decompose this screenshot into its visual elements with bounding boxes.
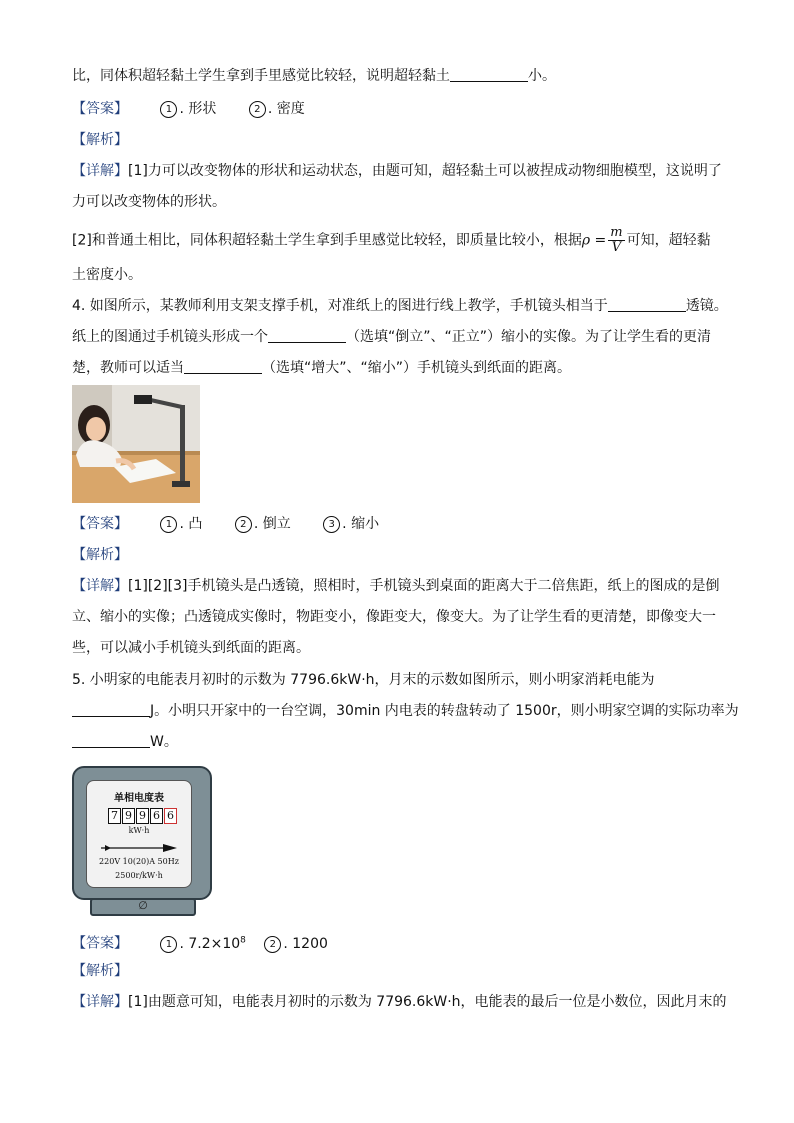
meter-panel	[86, 780, 192, 888]
answer-text: 形状	[188, 101, 217, 117]
fraction-denominator: V	[611, 240, 622, 255]
text: （选填“增大”、“缩小”）手机镜头到纸面的距离。	[262, 360, 572, 376]
question-line	[72, 358, 571, 378]
text: [2]和普通土相比，同体积超轻黏土学生拿到手里感觉比较轻，即质量比较小，根据	[72, 232, 582, 249]
text-line	[72, 607, 716, 627]
text-line	[72, 638, 310, 658]
text: 立、缩小的实像；凸透镜成实像时，物距变小，像距变大，像变大。为了让学生看的更清楚，即像变大一	[72, 609, 716, 625]
text-line	[72, 66, 556, 86]
answer-blank	[450, 67, 528, 82]
teacher-photo	[72, 385, 200, 503]
answer-label: 【答案】	[72, 935, 128, 952]
exponent: 8	[240, 935, 246, 945]
teacher-photo-illustration	[72, 385, 200, 503]
answer-option: 1 . $7.2\times 10^8$	[160, 936, 245, 952]
answer-text: 倒立	[262, 516, 291, 532]
formula-rho: ρ =	[581, 232, 607, 249]
answer-text: 密度	[276, 101, 305, 117]
circled-number: 1	[160, 936, 177, 953]
text: W。	[150, 734, 178, 750]
detail-line	[72, 992, 727, 1012]
meter-spec: 220V 10(20)A 50Hz	[99, 857, 179, 866]
meter-digit: 9	[136, 808, 149, 824]
text: 比，同体积超轻黏土学生拿到手里感觉比较轻，说明超轻黏土	[72, 68, 450, 84]
question-line	[72, 327, 711, 347]
question-line	[72, 670, 655, 690]
formula-fraction	[608, 226, 624, 255]
meter-digit: 6	[150, 808, 163, 824]
electricity-meter	[72, 766, 210, 916]
answer-blank	[608, 297, 686, 312]
circled-number: 2	[249, 101, 266, 118]
answer-option: 3 . 缩小	[323, 516, 379, 532]
answer-blank	[268, 328, 346, 343]
fraction-numerator: m	[610, 225, 623, 240]
empty-set-icon: ∅	[138, 899, 148, 912]
answer-option: 1 . 凸	[160, 516, 202, 532]
detail-line	[72, 576, 720, 596]
text: 透镜。	[685, 298, 728, 314]
text: 小。	[528, 68, 556, 84]
detail-label: 【详解】	[72, 578, 128, 594]
circled-number: 2	[235, 516, 252, 533]
meter-spec: 2500r/kW·h	[115, 871, 163, 880]
analysis-line	[72, 130, 128, 150]
meter-unit: kW·h	[128, 826, 150, 835]
text: 些，可以减小手机镜头到纸面的距离。	[72, 640, 310, 656]
analysis-line	[72, 961, 128, 981]
circled-number: 1	[160, 101, 177, 118]
answer-text: 7.2×10	[188, 935, 241, 952]
text: 5. 小明家的电能表月初时的示数为 7796.6kW·h，月末的示数如图所示，则小明家消耗电能为	[72, 672, 655, 688]
answer-line	[72, 930, 328, 954]
answer-option: 2 . 1200	[264, 936, 328, 952]
meter-digits	[108, 808, 178, 824]
detail-label: 【详解】	[72, 163, 128, 179]
meter-decimal-digit: 6	[164, 808, 177, 824]
text: 可知，超轻黏	[626, 232, 711, 249]
text: 力可以改变物体的形状。	[72, 194, 226, 210]
question-line	[72, 732, 178, 752]
text-line	[72, 265, 142, 285]
answer-label: 【答案】	[72, 101, 128, 117]
answer-text: 凸	[188, 516, 203, 532]
text: [1]由题意可知，电能表月初时的示数为 7796.6kW·h，电能表的最后一位是小数位，因此月末的	[128, 994, 727, 1010]
text: 纸上的图通过手机镜头形成一个	[72, 329, 268, 345]
analysis-label: 【解析】	[72, 547, 128, 563]
answer-blank	[184, 359, 262, 374]
circled-number: 2	[264, 936, 281, 953]
answer-option: 2 . 密度	[249, 101, 305, 117]
meter-title: 单相电度表	[114, 793, 164, 804]
answer-option: 2 . 倒立	[235, 516, 291, 532]
arrow-icon	[101, 844, 177, 852]
detail-line	[72, 161, 722, 181]
text: （选填“倒立”、“正立”）缩小的实像。为了让学生看的更清	[346, 329, 712, 345]
analysis-line	[72, 545, 128, 565]
answer-text: 1200	[292, 935, 328, 952]
meter-digit: 7	[108, 808, 121, 824]
meter-base	[90, 898, 196, 916]
text: [1][2][3]手机镜头是凸透镜，照相时，手机镜头到桌面的距离大于二倍焦距，纸上的图成的是倒	[128, 578, 720, 594]
answer-option: 1 . 形状	[160, 101, 216, 117]
answer-line	[72, 514, 379, 534]
meter-body	[72, 766, 212, 900]
answer-line	[72, 99, 305, 119]
question-line	[72, 296, 728, 316]
answer-blank	[72, 702, 150, 717]
analysis-label: 【解析】	[72, 963, 128, 979]
detail-label: 【详解】	[72, 994, 128, 1010]
text-line	[72, 192, 226, 212]
answer-blank	[72, 733, 150, 748]
text: [1]力可以改变物体的形状和运动状态，由题可知，超轻黏土可以被捏成动物细胞模型，这说明了	[128, 163, 722, 179]
answer-label: 【答案】	[72, 516, 128, 532]
circled-number: 3	[323, 516, 340, 533]
text: 楚，教师可以适当	[72, 360, 184, 376]
text: J。小明只开家中的一台空调，30min 内电表的转盘转动了 1500r，则小明家空调的实际功率为	[150, 703, 739, 719]
analysis-label: 【解析】	[72, 132, 128, 148]
answer-text: 缩小	[351, 516, 380, 532]
text-line	[72, 226, 711, 255]
circled-number: 1	[160, 516, 177, 533]
question-line	[72, 701, 739, 721]
text: 4. 如图所示，某教师利用支架支撑手机，对准纸上的图进行线上教学，手机镜头相当于	[72, 298, 608, 314]
meter-digit: 9	[122, 808, 135, 824]
text: 土密度小。	[72, 267, 142, 283]
